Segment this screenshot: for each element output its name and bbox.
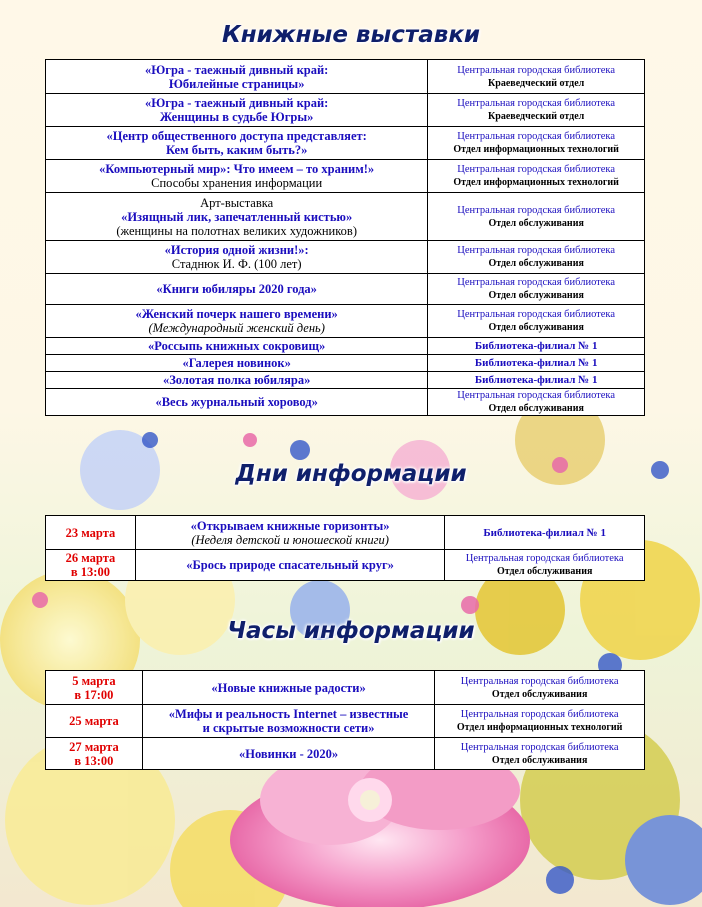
department-name: Отдел обслуживания [488,322,584,333]
department-name: Отдел обслуживания [491,688,588,700]
exhibition-row [46,193,645,241]
department-name: Краеведческий отдел [488,111,585,122]
exhibitions-table [45,59,645,416]
department-name: Отдел обслуживания [488,258,584,269]
exhibition-row [46,60,645,94]
library-cell [428,389,645,416]
info-hour-row [46,705,645,738]
exhibition-row [46,127,645,160]
department-name: Отдел информационных технологий [456,722,623,733]
library-cell [428,305,645,338]
department-name: Краеведческий отдел [488,77,585,89]
library-name: Центральная городская библиотека [457,64,616,76]
event-title-line: (женщины на полотнах великих художников) [116,223,357,238]
library-branch-name: Библиотека-филиал № 1 [474,340,598,352]
department-name: Отдел обслуживания [491,754,588,766]
event-date-line: 25 марта [69,714,119,728]
event-title-line: «Компьютерный мир»: Что имеем – то храним!» [99,162,375,176]
exhibitions-title: Книжные выставки [221,22,481,48]
event-title-line: «Центр общественного доступа представляет: [106,129,367,143]
library-name: Центральная городская библиотека [460,741,619,753]
event-date-cell [46,738,143,770]
event-date-cell [46,550,136,581]
library-cell [428,60,645,94]
department-name: Отдел информационных технологий [453,144,619,155]
event-title-line: «Открываем книжные горизонты» [190,518,390,533]
info-day-row [46,550,645,581]
exhibition-row [46,389,645,416]
info-days-table [45,515,645,581]
event-date-line: 23 марта [65,525,116,540]
department-name: Отдел обслуживания [488,217,584,229]
event-title-line: «Новые книжные радости» [211,680,366,695]
library-cell [428,355,645,372]
info-hours-table [45,670,645,770]
event-title-line: (Международный женский день) [148,321,325,335]
event-date-line: 26 марта [65,551,116,565]
library-name: Центральная городская библиотека [457,164,616,175]
exhibition-row [46,338,645,355]
exhibition-row [46,160,645,193]
library-branch-name: Библиотека-филиал № 1 [483,526,606,539]
event-title-cell [142,738,434,770]
event-title-line: «Галерея новинок» [182,356,291,370]
event-title-cell [46,60,428,94]
event-title-cell [46,160,428,193]
info-hour-row [46,671,645,705]
event-title-line: Кем быть, каким быть?» [165,143,308,157]
library-name: Центральная городская библиотека [457,204,616,216]
event-title-line: «Мифы и реальность Internet – известные [168,707,409,721]
library-name: Центральная городская библиотека [457,390,616,401]
exhibition-row [46,355,645,372]
info-hour-row [46,738,645,770]
event-date-line: 27 марта [69,739,119,754]
event-title-line: «Югра - таежный дивный край: [144,62,329,77]
exhibition-row [46,94,645,127]
event-title-line: «Изящный лик, запечатленный кистью» [121,209,353,224]
library-cell [428,127,645,160]
event-title-cell [46,372,428,389]
event-title-cell [135,516,444,550]
library-cell [428,241,645,274]
library-cell [428,274,645,305]
library-cell [435,738,645,770]
event-title-line: «Золотая полка юбиляра» [162,373,311,387]
event-date-line: 5 марта [72,673,116,688]
event-title-cell [142,705,434,738]
event-title-cell [135,550,444,581]
library-branch-name: Библиотека-филиал № 1 [474,374,598,386]
library-cell [428,94,645,127]
library-cell [428,338,645,355]
library-name: Центральная городская библиотека [457,277,616,288]
library-name: Центральная городская библиотека [465,553,624,564]
event-title-cell [46,338,428,355]
library-cell [435,671,645,705]
event-title-line: «Россыпь книжных сокровищ» [148,339,326,353]
exhibition-row [46,305,645,338]
event-date-line: в 17:00 [74,687,114,702]
event-title-cell [46,127,428,160]
event-title-cell [46,193,428,241]
department-name: Отдел информационных технологий [453,177,619,188]
event-date-cell [46,671,143,705]
library-cell [428,193,645,241]
library-name: Центральная городская библиотека [457,131,616,142]
library-cell [445,516,645,550]
event-title-line: «Югра - таежный дивный край: [144,96,329,110]
event-title-cell [46,389,428,416]
library-branch-name: Библиотека-филиал № 1 [474,357,598,369]
event-title-line: Способы хранения информации [151,176,323,190]
department-name: Отдел обслуживания [488,290,584,301]
event-title-line: «Брось природе спасательный круг» [186,558,394,572]
info-hours-title: Часы информации [227,618,475,644]
library-name: Центральная городская библиотека [457,98,616,109]
event-title-cell [46,274,428,305]
event-title-cell [46,355,428,372]
info-day-row [46,516,645,550]
event-title-cell [46,305,428,338]
event-title-line: Юбилейные страницы» [168,76,305,91]
library-name: Центральная городская библиотека [457,245,616,256]
library-name: Центральная городская библиотека [460,675,619,687]
event-title-line: «Женский почерк нашего времени» [135,307,338,321]
library-name: Центральная городская библиотека [460,709,619,720]
library-cell [428,160,645,193]
event-title-line: Арт-выставка [200,195,274,210]
event-title-line: Стаднюк И. Ф. (100 лет) [171,257,302,271]
event-title-cell [46,241,428,274]
event-title-line: «Весь журнальный хоровод» [155,395,318,409]
library-cell [445,550,645,581]
library-cell [435,705,645,738]
event-title-line: и скрытые возможности сети» [202,721,375,735]
event-date-cell [46,705,143,738]
event-title-line: Женщины в судьбе Югры» [159,110,314,124]
event-date-line: в 13:00 [70,565,110,579]
library-cell [428,372,645,389]
exhibition-row [46,241,645,274]
event-title-line: «Новинки - 2020» [239,746,339,761]
event-date-line: в 13:00 [74,753,114,768]
library-name: Центральная городская библиотека [457,309,616,320]
event-date-cell [46,516,136,550]
event-title-line: «Книги юбиляры 2020 года» [156,282,317,296]
exhibition-row [46,372,645,389]
exhibition-row [46,274,645,305]
event-title-cell [46,94,428,127]
event-title-line: «История одной жизни!»: [164,243,309,257]
department-name: Отдел обслуживания [496,566,593,577]
department-name: Отдел обслуживания [488,403,584,414]
info-days-title: Дни информации [235,461,467,487]
event-title-cell [142,671,434,705]
event-title-line: (Неделя детской и юношеской книги) [191,532,389,547]
